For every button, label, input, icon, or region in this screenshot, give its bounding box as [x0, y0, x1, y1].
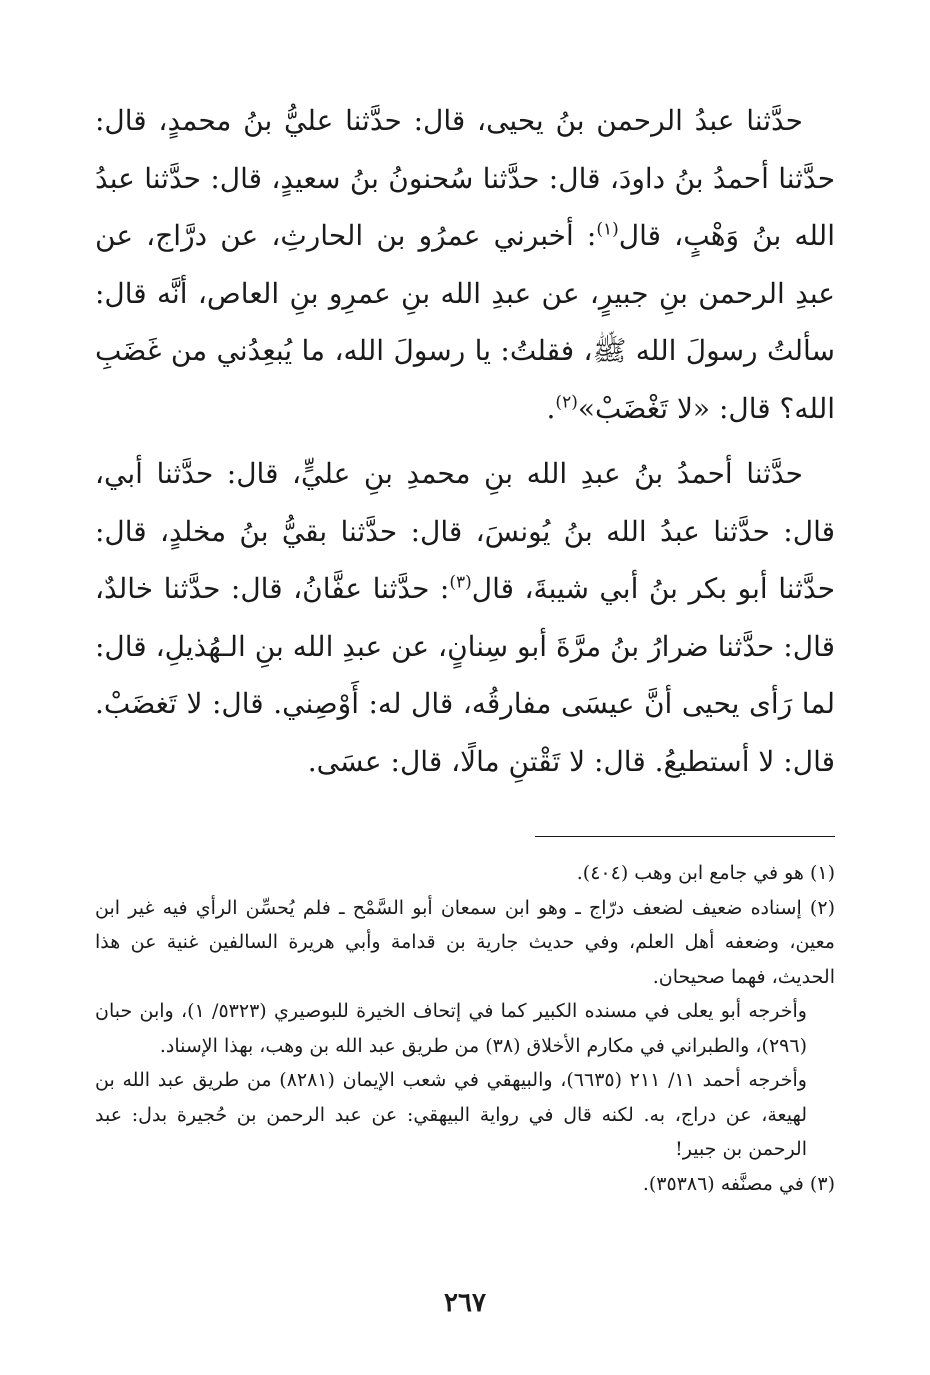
footnote-ref-2: (٢) — [555, 392, 578, 413]
paragraph-2-text-b: : حدَّثنا عفَّانُ، قال: حدَّثنا خالدٌ، قال: حدَّثنا ضرارُ بنُ مرَّةَ أبو سِنانٍ، عن عبدِ الله بنِ الـهُذيلِ، قال: لما رَأى يحيى أنَّ عيسَى مفارقُه، قال له: أَوْصِني. قال: لا تَغضَبْ. قال: لا أستطيعُ. قال: لا تَقْتنِ مالًا، قال: عسَى. — [95, 572, 835, 778]
footnote-2-continuation-1: وأخرجه أبو يعلى في مسنده الكبير كما في إتحاف الخيرة للبوصيري (٥٣٢٣/ ١)، وابن حبان (٢٩٦)، والطبراني في مكارم الأخلاق (٣٨) من طريق عبد الله بن وهب، بهذا الإسناد. — [95, 1000, 807, 1057]
page-number: ٢٦٧ — [444, 1288, 486, 1318]
footnote-2-continuation-2: وأخرجه أحمد ١١/ ٢١١ (٦٦٣٥)، والبيهقي في شعب الإيمان (٨٢٨١) من طريق عبد الله بن لهيعة، عن دراج، به. لكنه قال في رواية البيهقي: عن عبد الرحمن بن حُجيرة بدل: عبد الرحمن بن جبير! — [95, 1069, 807, 1160]
paragraph-2-text-a: حدَّثنا أحمدُ بنُ عبدِ الله بنِ محمدِ بنِ عليٍّ، قال: حدَّثنا أبي، قال: حدَّثنا عبدُ الله بنُ يُونسَ، قال: حدَّثنا بقيُّ بنُ مخلدٍ، قال: حدَّثنا أبو بكر بنُ أبي شيبةَ، قال — [95, 457, 835, 605]
paragraph-1-text-b: : أخبرني عمرُو بن الحارثِ، عن درَّاج، عن عبدِ الرحمن بنِ جبيرٍ، عن عبدِ الله بنِ عمرِو بنِ العاص، أنَّه قال: سألتُ رسولَ الله ﷺ، فقلتُ: يا رسولَ الله، ما يُبعِدُني من غَضَبِ الله؟ قال: «لا تَغْضَبْ» — [95, 219, 835, 425]
footnote-ref-1: (١) — [596, 219, 619, 240]
footnotes — [95, 856, 835, 1201]
paragraph-1-text-a: حدَّثنا عبدُ الرحمن بنُ يحيى، قال: حدَّثنا عليُّ بنُ محمدٍ، قال: حدَّثنا أحمدُ بنُ داودَ، قال: حدَّثنا سُحنونُ بنُ سعيدٍ، قال: حدَّثنا عبدُ الله بنُ وَهْبٍ، قال — [95, 104, 835, 252]
footnote-3: (٣) في مصنَّفه (٣٥٣٨٦). — [642, 1172, 835, 1195]
footnote-ref-3: (٣) — [449, 572, 472, 593]
footnote-2: (٢) إسناده ضعيف لضعف درّاج ـ وهو ابن سمعان أبو السَّمْح ـ فلم يُحسِّن الرأي فيه غير ابن معين، وضعفه أهل العلم، وفي حديث جارية بن قدامة وأبي هريرة السالفين غنية عن هذا الحديث، فهما صحيحان. — [95, 896, 835, 988]
footnote-separator — [535, 836, 835, 837]
paragraph-1 — [95, 92, 835, 437]
footnote-1: (١) هو في جامع ابن وهب (٤٠٤). — [576, 862, 835, 884]
main-text — [95, 92, 835, 790]
paragraph-1-end: . — [546, 391, 556, 425]
paragraph-2 — [95, 445, 835, 790]
